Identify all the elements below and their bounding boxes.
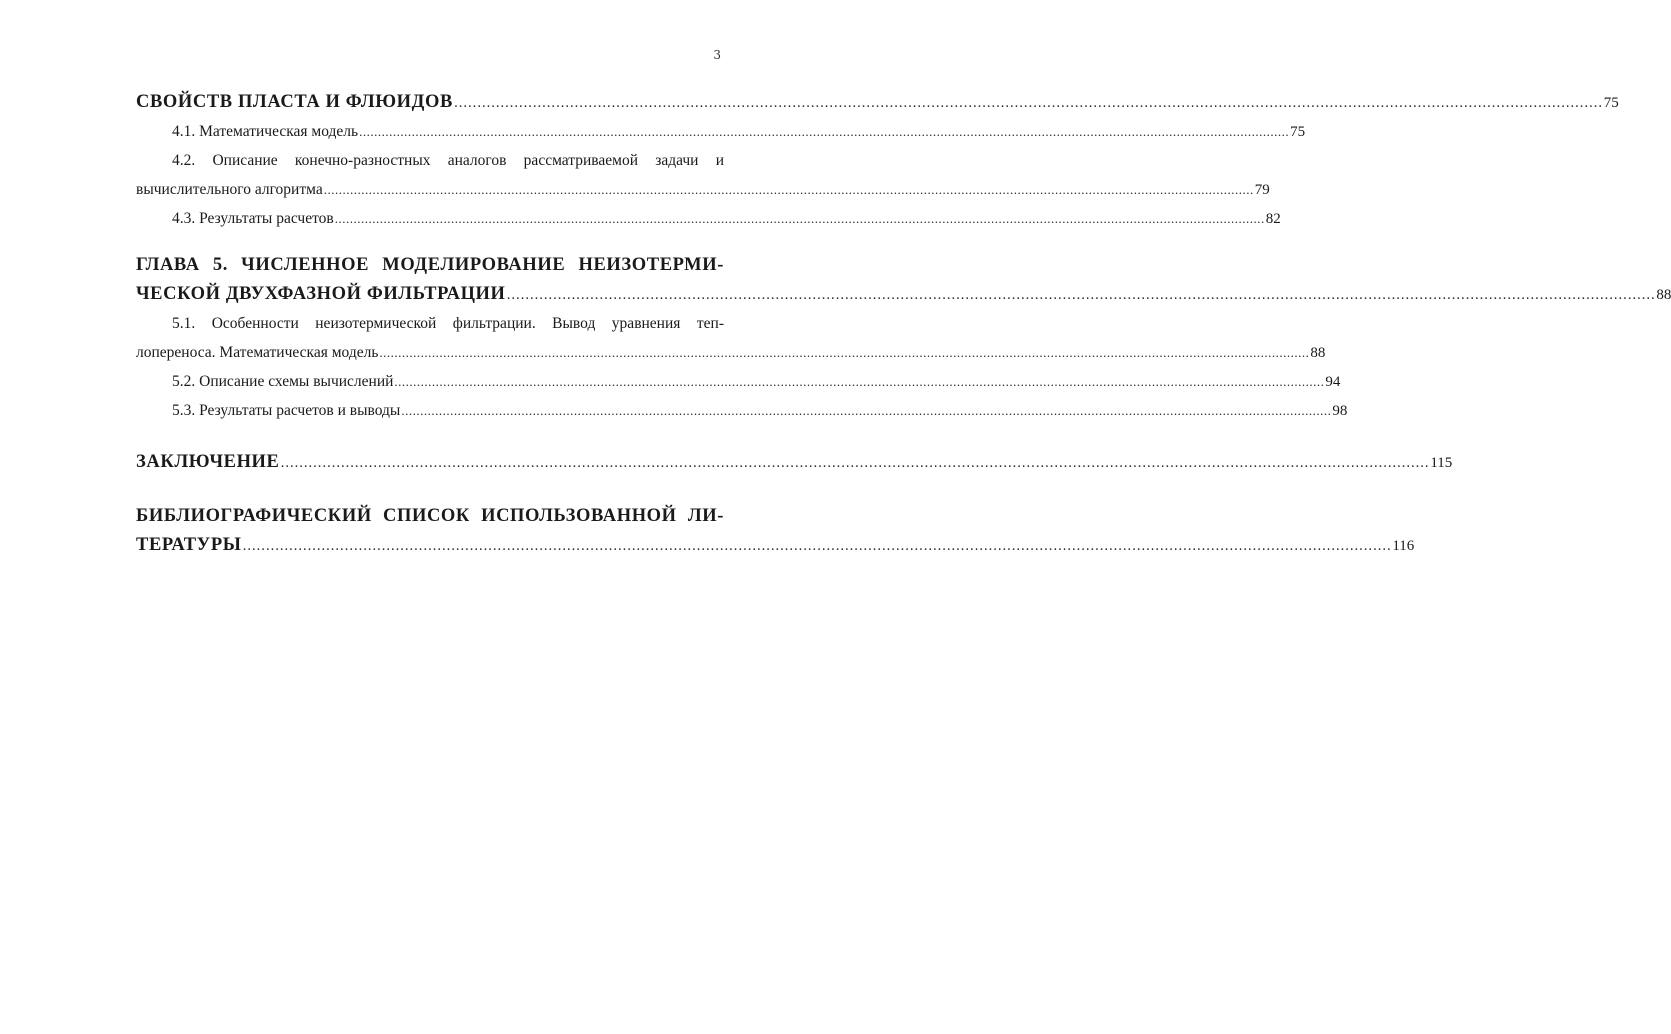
- toc-entry-page: 98: [1332, 403, 1348, 419]
- toc-entry-title: 4.1. Математическая модель: [172, 123, 359, 140]
- toc-entry-chapter4-tail[interactable]: [136, 88, 1619, 117]
- dot-leader: [379, 338, 1309, 367]
- toc-entry-page: 88: [1656, 287, 1671, 303]
- dot-leader: [243, 532, 1392, 561]
- dot-leader: [324, 175, 1254, 204]
- toc-entry-5-1[interactable]: [136, 309, 1326, 367]
- toc-entry-title-line2: лопереноса. Математическая модель: [136, 344, 379, 361]
- spacer: [136, 425, 724, 448]
- toc-entry-title-line2-row: [136, 175, 1270, 204]
- toc-entry-page: 116: [1392, 538, 1415, 554]
- toc-entry-title-line2-row: [136, 531, 1415, 560]
- spacer: [136, 477, 724, 502]
- dot-leader: [454, 89, 1603, 118]
- dot-leader: [281, 449, 1430, 478]
- toc-entry-5-3[interactable]: [136, 396, 1348, 425]
- toc-entry-title-line1: ГЛАВА 5. ЧИСЛЕННОЕ МОДЕЛИРОВАНИЕ НЕИЗОТЕРМИ-: [136, 255, 724, 275]
- page-number: 3: [713, 48, 721, 62]
- dot-leader: [507, 281, 1656, 310]
- toc-entry-page: 75: [1603, 95, 1619, 111]
- toc-entry-title-line1: 4.2. Описание конечно-разностных аналогов рассматриваемой задачи и: [172, 152, 724, 169]
- toc-entry-title-line2: ТЕРАТУРЫ: [136, 535, 242, 555]
- spacer: [136, 233, 724, 251]
- table-of-contents: [136, 88, 1671, 560]
- toc-entry-title-line2: ЧЕСКОЙ ДВУХФАЗНОЙ ФИЛЬТРАЦИИ: [136, 284, 506, 304]
- toc-entry-4-1[interactable]: [136, 117, 1306, 146]
- toc-entry-title: ЗАКЛЮЧЕНИЕ: [136, 452, 280, 472]
- toc-entry-page: 94: [1325, 374, 1341, 390]
- toc-entry-page: 75: [1290, 124, 1306, 140]
- toc-entry-bibliography[interactable]: [136, 502, 1415, 560]
- toc-entry-title: 5.3. Результаты расчетов и выводы: [172, 402, 401, 419]
- toc-entry-title: 4.3. Результаты расчетов: [172, 210, 334, 227]
- toc-entry-title-line2-row: [136, 280, 1671, 309]
- dot-leader: [359, 117, 1289, 146]
- toc-entry-5-2[interactable]: [136, 367, 1341, 396]
- toc-entry-4-3[interactable]: [136, 204, 1281, 233]
- dot-leader: [401, 396, 1331, 425]
- toc-entry-page: 79: [1254, 182, 1270, 198]
- toc-entry-page: 88: [1310, 345, 1326, 361]
- toc-entry-chapter5[interactable]: [136, 251, 1671, 309]
- toc-entry-page: 115: [1430, 455, 1453, 471]
- toc-entry-conclusion[interactable]: [136, 448, 1453, 477]
- dot-leader: [335, 204, 1265, 233]
- toc-entry-title-line1: 5.1. Особенности неизотермической фильтрации. Вывод уравнения теп-: [172, 315, 724, 332]
- dot-leader: [394, 367, 1324, 396]
- toc-entry-title-line1: БИБЛИОГРАФИЧЕСКИЙ СПИСОК ИСПОЛЬЗОВАННОЙ ЛИ-: [136, 506, 724, 526]
- toc-entry-page: 82: [1265, 211, 1281, 227]
- toc-entry-title-line2-row: [136, 338, 1326, 367]
- toc-entry-title-line2: вычислительного алгоритма: [136, 181, 323, 198]
- toc-entry-title: 5.2. Описание схемы вычислений: [172, 373, 394, 390]
- toc-entry-4-2[interactable]: [136, 146, 1270, 204]
- toc-entry-title: СВОЙСТВ ПЛАСТА И ФЛЮИДОВ: [136, 92, 453, 112]
